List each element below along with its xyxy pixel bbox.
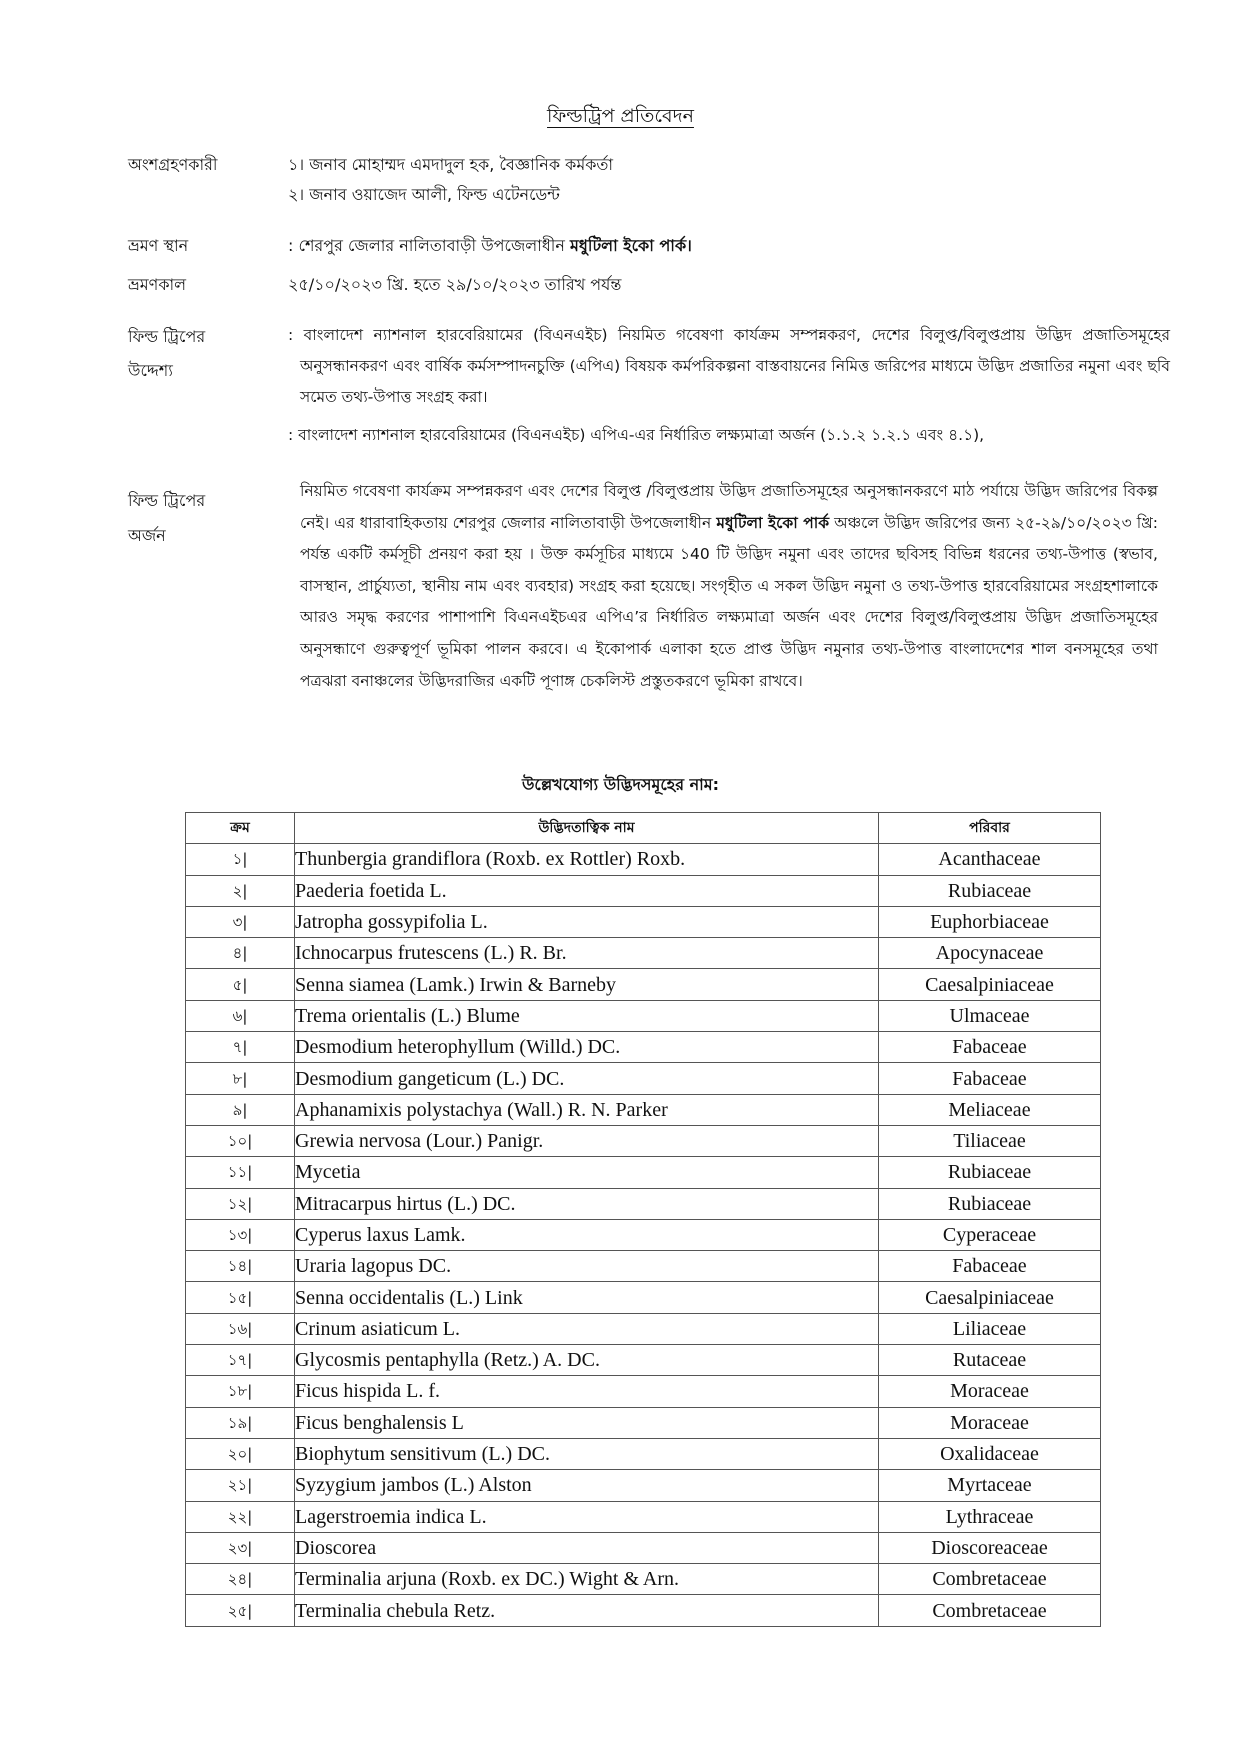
scientific-name-cell: Aphanamixis polystachya (Wall.) R. N. Parker: [295, 1094, 879, 1125]
family-cell: Ulmaceae: [879, 1000, 1101, 1031]
table-row: [186, 1157, 1101, 1188]
table-row: [186, 1219, 1101, 1250]
serial-cell: ২০|: [186, 1438, 295, 1469]
serial-cell: ৭|: [186, 1032, 295, 1063]
table-row: [186, 1345, 1101, 1376]
family-cell: Acanthaceae: [879, 844, 1101, 875]
serial-cell: ১|: [186, 844, 295, 875]
participant-item: ২। জনাব ওয়াজেদ আলী, ফিল্ড এটেনডেন্ট: [288, 185, 560, 204]
table-row: [186, 938, 1101, 969]
scientific-name-cell: Ficus benghalensis L: [295, 1407, 879, 1438]
serial-cell: ৫|: [186, 969, 295, 1000]
table-row: [186, 1532, 1101, 1563]
participant-item: ১। জনাব মোহাম্মদ এমদাদুল হক, বৈজ্ঞানিক কর্মকর্তা: [288, 155, 614, 174]
period-value: ২৫/১০/২০২৩ খ্রি. হতে ২৯/১০/২০২৩ তারিখ পর্যন্ত: [288, 275, 622, 294]
scientific-name-cell: Grewia nervosa (Lour.) Panigr.: [295, 1125, 879, 1156]
serial-cell: ২৪|: [186, 1564, 295, 1595]
family-cell: Cyperaceae: [879, 1219, 1101, 1250]
scientific-name-cell: Desmodium gangeticum (L.) DC.: [295, 1063, 879, 1094]
achievement-paragraph: নিয়মিত গবেষণা কার্যক্রম সম্পন্নকরণ এবং দেশের বিলুপ্ত /বিলুপ্তপ্রায় উদ্ভিদ প্রজাতিসমূহের অনুসন্ধানকরণে মাঠ পর্যায়ে উদ্ভিদ জরিপের বিকল্প নেই। এর ধারাবাহিকতায় শেরপুর জেলার নালিতাবাড়ী উপজেলাধীন মধুটিলা ইকো পার্ক অঞ্চলে উদ্ভিদ জরিপের জন্য ২৫-২৯/১০/২০২৩ খ্রি: পর্যন্ত একটি কর্মসূচী প্রনয়ণ করা হয় । উক্ত কর্মসূচির মাধ্যমে ১40 টি উদ্ভিদ নমুনা এবং তাদের ছবিসহ বিভিন্ন ধরনের তথ্য-উপাত্ত (স্বভাব, বাসস্থান, প্রার্চুয্যতা, স্থানীয় নাম এবং ব্যবহার) সংগ্রহ করা হয়েছে। সংগৃহীত এ সকল উদ্ভিদ নমুনা ও তথ্য-উপাত্ত হারবেরিয়ামের সংগ্রহশালাকে আরও সমৃদ্ধ করণের পাশাপাশি বিএনএইচএর এপিএ’র নির্ধারিত লক্ষ্যমাত্রা অর্জন এবং দেশের বিলুপ্ত/বিলুপ্তপ্রায় উদ্ভিদ প্রজাতিসমূহের অনুসন্ধাণে গুরুত্বপূর্ণ ভূমিকা পালন করবে। এ ইকোপার্ক এলাকা হতে প্রাপ্ত উদ্ভিদ নমুনার তথ্য-উপাত্ত বাংলাদেশের শাল বনসমূহের তথা পত্রঝরা বনাঞ্চলের উদ্ভিদরাজির একটি পূণাঙ্গ চেকলিস্ট প্রস্তুতকরণে ভূমিকা রাখবে।: [300, 482, 1158, 690]
header-family: পরিবার: [879, 813, 1101, 844]
family-cell: Tiliaceae: [879, 1125, 1101, 1156]
serial-cell: ১৬|: [186, 1313, 295, 1344]
scientific-name-cell: Desmodium heterophyllum (Willd.) DC.: [295, 1032, 879, 1063]
serial-cell: ২২|: [186, 1501, 295, 1532]
serial-cell: ২৩|: [186, 1532, 295, 1563]
family-cell: Moraceae: [879, 1407, 1101, 1438]
scientific-name-cell: Terminalia chebula Retz.: [295, 1595, 879, 1626]
table-row: [186, 1438, 1101, 1469]
family-cell: Liliaceae: [879, 1313, 1101, 1344]
table-row: [186, 906, 1101, 937]
table-row: [186, 969, 1101, 1000]
serial-cell: ২১|: [186, 1470, 295, 1501]
header-serial: ক্রম: [186, 813, 295, 844]
scientific-name-cell: Jatropha gossypifolia L.: [295, 906, 879, 937]
family-cell: Dioscoreaceae: [879, 1532, 1101, 1563]
serial-cell: ২|: [186, 875, 295, 906]
family-cell: Fabaceae: [879, 1032, 1101, 1063]
family-cell: Rubiaceae: [879, 1188, 1101, 1219]
header-scientific-name: উদ্ভিদতাত্বিক নাম: [295, 813, 879, 844]
period-label: ভ্রমণকাল: [128, 275, 187, 294]
table-row: [186, 1125, 1101, 1156]
scientific-name-cell: Mitracarpus hirtus (L.) DC.: [295, 1188, 879, 1219]
table-row: [186, 875, 1101, 906]
scientific-name-cell: Syzygium jambos (L.) Alston: [295, 1470, 879, 1501]
serial-cell: ১৩|: [186, 1219, 295, 1250]
table-caption: উল্লেখযোগ্য উদ্ভিদসমূহের নাম:: [521, 775, 720, 794]
serial-cell: ১১|: [186, 1157, 295, 1188]
scientific-name-cell: Mycetia: [295, 1157, 879, 1188]
family-cell: Caesalpiniaceae: [879, 969, 1101, 1000]
objective-point-2: : বাংলাদেশ ন্যাশনাল হারবেরিয়ামের (বিএনএইচ) এপিএ-এর নির্ধারিত লক্ষ্যমাত্রা অর্জন (১.১.২ ১.২.১ এবং ৪.১),: [288, 426, 985, 444]
location-label: ভ্রমণ স্থান: [128, 236, 189, 255]
family-cell: Lythraceae: [879, 1501, 1101, 1532]
table-row: [186, 1595, 1101, 1626]
table-body: [186, 844, 1101, 1626]
scientific-name-cell: Senna siamea (Lamk.) Irwin & Barneby: [295, 969, 879, 1000]
participants-label: অংশগ্রহণকারী: [128, 155, 218, 174]
serial-cell: ৬|: [186, 1000, 295, 1031]
table-row: [186, 844, 1101, 875]
family-cell: Rubiaceae: [879, 875, 1101, 906]
scientific-name-cell: Dioscorea: [295, 1532, 879, 1563]
achievement-park-name: মধুটিলা ইকো পার্ক: [716, 513, 830, 532]
family-cell: Meliaceae: [879, 1094, 1101, 1125]
serial-cell: ৮|: [186, 1063, 295, 1094]
location-prefix: : শেরপুর জেলার নালিতাবাড়ী উপজেলাধীন: [288, 236, 571, 255]
serial-cell: ৪|: [186, 938, 295, 969]
serial-cell: ২৫|: [186, 1595, 295, 1626]
plants-table: [185, 812, 1101, 1627]
table-row: [186, 1251, 1101, 1282]
serial-cell: ১৯|: [186, 1407, 295, 1438]
table-row: [186, 1188, 1101, 1219]
table-row: [186, 1501, 1101, 1532]
family-cell: Combretaceae: [879, 1595, 1101, 1626]
scientific-name-cell: Cyperus laxus Lamk.: [295, 1219, 879, 1250]
scientific-name-cell: Senna occidentalis (L.) Link: [295, 1282, 879, 1313]
family-cell: Fabaceae: [879, 1251, 1101, 1282]
scientific-name-cell: Paederia foetida L.: [295, 875, 879, 906]
table-row: [186, 1376, 1101, 1407]
scientific-name-cell: Crinum asiaticum L.: [295, 1313, 879, 1344]
location-value: [288, 231, 1158, 261]
scientific-name-cell: Thunbergia grandiflora (Roxb. ex Rottler) Roxb.: [295, 844, 879, 875]
family-cell: Combretaceae: [879, 1564, 1101, 1595]
scientific-name-cell: Biophytum sensitivum (L.) DC.: [295, 1438, 879, 1469]
table-row: [186, 1094, 1101, 1125]
family-cell: Fabaceae: [879, 1063, 1101, 1094]
family-cell: Euphorbiaceae: [879, 906, 1101, 937]
serial-cell: ৩|: [186, 906, 295, 937]
table-header-row: [186, 813, 1101, 844]
table-row: [186, 1407, 1101, 1438]
participants-list: [288, 150, 1158, 210]
scientific-name-cell: Ichnocarpus frutescens (L.) R. Br.: [295, 938, 879, 969]
serial-cell: ১৮|: [186, 1376, 295, 1407]
scientific-name-cell: Trema orientalis (L.) Blume: [295, 1000, 879, 1031]
table-row: [186, 1564, 1101, 1595]
serial-cell: ১৪|: [186, 1251, 295, 1282]
serial-cell: ১৭|: [186, 1345, 295, 1376]
family-cell: Rubiaceae: [879, 1157, 1101, 1188]
objective-label: ফিল্ড ট্রিপের উদ্দেশ্য: [128, 327, 206, 380]
scientific-name-cell: Uraria lagopus DC.: [295, 1251, 879, 1282]
table-row: [186, 1063, 1101, 1094]
table-row: [186, 1313, 1101, 1344]
table-row: [186, 1032, 1101, 1063]
family-cell: Rutaceae: [879, 1345, 1101, 1376]
location-park-name: মধুটিলা ইকো পার্ক।: [570, 236, 692, 255]
serial-cell: ১২|: [186, 1188, 295, 1219]
family-cell: Caesalpiniaceae: [879, 1282, 1101, 1313]
serial-cell: ৯|: [186, 1094, 295, 1125]
family-cell: Apocynaceae: [879, 938, 1101, 969]
family-cell: Moraceae: [879, 1376, 1101, 1407]
scientific-name-cell: Lagerstroemia indica L.: [295, 1501, 879, 1532]
document-title: ফিল্ডট্রিপ প্রতিবেদন: [547, 105, 694, 127]
table-row: [186, 1000, 1101, 1031]
family-cell: Oxalidaceae: [879, 1438, 1101, 1469]
scientific-name-cell: Glycosmis pentaphylla (Retz.) A. DC.: [295, 1345, 879, 1376]
serial-cell: ১০|: [186, 1125, 295, 1156]
table-row: [186, 1282, 1101, 1313]
objective-point-1: : বাংলাদেশ ন্যাশনাল হারবেরিয়ামের (বিএনএইচ) নিয়মিত গবেষণা কার্যক্রম সম্পন্নকরণ, দেশের বিলুপ্ত/বিলুপ্তপ্রায় উদ্ভিদ প্রজাতিসমূহের অনুসন্ধানকরণ এবং বার্ষিক কর্মসম্পাদনচুক্তি (এপিএ) বিষয়ক কর্মপরিকল্পনা বাস্তবায়নের নিমিত্ত জরিপের মাধ্যমে উদ্ভিদ প্রজাতির নমুনা এবং ছবি সমেত তথ্য-উপাত্ত সংগ্রহ করা।: [288, 326, 1170, 406]
scientific-name-cell: Ficus hispida L. f.: [295, 1376, 879, 1407]
family-cell: Myrtaceae: [879, 1470, 1101, 1501]
serial-cell: ১৫|: [186, 1282, 295, 1313]
achievement-label: ফিল্ড ট্রিপের অর্জন: [128, 491, 206, 545]
scientific-name-cell: Terminalia arjuna (Roxb. ex DC.) Wight & Arn.: [295, 1564, 879, 1595]
table-row: [186, 1470, 1101, 1501]
